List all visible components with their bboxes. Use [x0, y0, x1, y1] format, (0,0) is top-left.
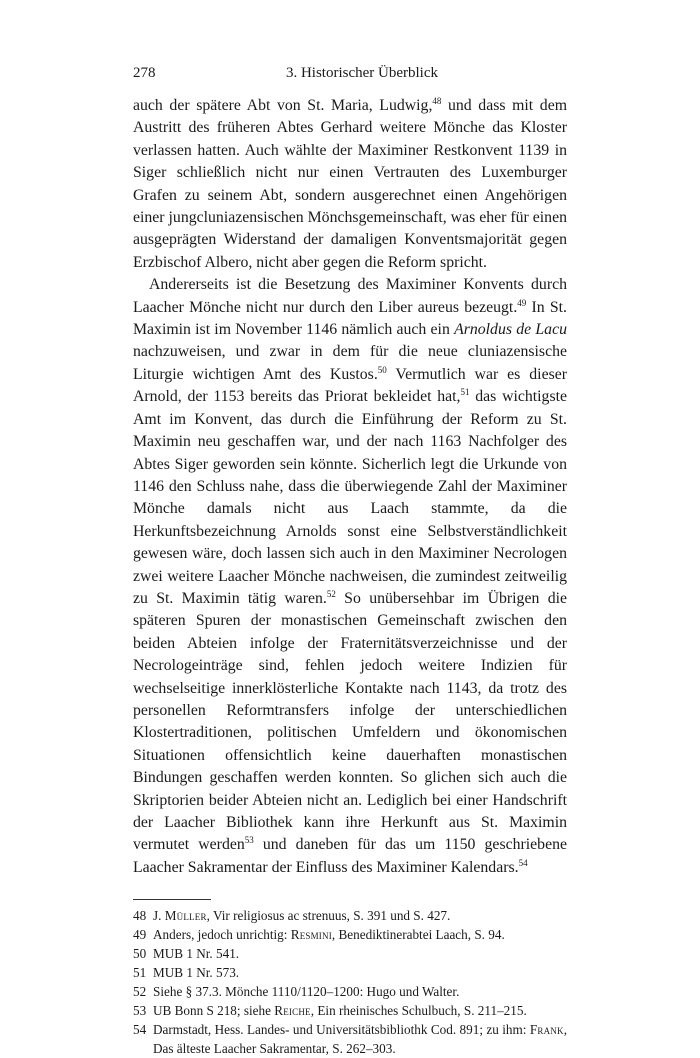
text-run: auch der spätere Abt von St. Maria, Ludwig, — [133, 97, 433, 114]
text-run: Darmstadt, Hess. Landes- und Universitätsbibliothk Cod. 891; zu ihm: — [153, 1022, 530, 1038]
page-header — [133, 62, 567, 84]
text-run: J. — [153, 908, 165, 924]
footnote-text — [153, 906, 567, 925]
paragraph — [133, 274, 567, 879]
text-run: Vermutlich war es dieser Arnold, der 1153 bereits das Priorat bekleidet hat, — [133, 365, 567, 406]
footnote-48 — [133, 906, 567, 925]
author-name: Müller — [164, 908, 207, 924]
text-run: und dass mit dem Austritt des früheren Abtes Gerhard weitere Mönche das Kloster verlassen hatten. Auch wählte der Maximiner Restkonvent 1139 in Siger schließlich nicht nur einen Vertrauten des Luxemburger Grafen zu seinem Abt, sondern ausgerechnet einen Angehörigen einer jungcluniazensischen Mönchsgemeinschaft, was eher für einen ausgeprägten Widerstand der damaligen Konventsmajorität gegen Erzbischof Albero, nicht aber gegen die Reform spricht. — [133, 97, 567, 271]
text-run: und daneben für das um 1150 geschriebene Laacher Sakramentar der Einfluss des Maximiner Kalendars. — [133, 836, 567, 876]
footnote-53 — [133, 1001, 567, 1020]
author-name: Resmini — [290, 927, 332, 943]
footnote-number: 48 — [133, 908, 147, 924]
footnote-number: 50 — [133, 946, 147, 962]
footnote-ref: 53 — [244, 835, 254, 846]
footnote-ref: 48 — [432, 96, 442, 106]
text-run: , Das älteste Laacher Sakramentar, S. 262–303. — [153, 1022, 567, 1057]
footnote-text: MUB 1 Nr. 541. — [153, 946, 240, 962]
footnote-54 — [133, 1020, 567, 1058]
footnote-number: 52 — [133, 984, 147, 1000]
footnote-ref: 51 — [460, 387, 470, 398]
text-run: , Vir religiosus ac strenuus, S. 391 und S. 427. — [206, 908, 451, 924]
footnote-number: 53 — [133, 1003, 147, 1019]
text-run: So unübersehbar im Übrigen die späteren Spuren der monastischen Gemeinschaft zwischen den beiden Abteien infolge der Fraternitätsverzeichnisse und der Necrologeinträge sind, fehlen jedoch weitere Indizien für wechselseitige innerklösterliche Kontakte nach 1143, da trotz des personellen Reformtransfers infolge der unterschiedlichen Klostertraditionen, politischen Umfeldern und ökonomischen Situationen offensichtlich keine dauerhaften monastischen Bindungen geschaffen werden konnten. So glichen sich auch die Skriptorien beider Abteien nicht an. Lediglich bei einer Handschrift der Laacher Bibliothek kann ihre Herkunft aus St. Maximin vermutet werden — [133, 589, 567, 854]
footnote-number: 54 — [133, 1022, 147, 1038]
text-run: nachzuweisen, und zwar in dem für die neue cluniazensische Liturgie wichtigen Amt des Kustos. — [133, 343, 567, 383]
text-run: , Benediktinerabtei Laach, S. 94. — [331, 927, 505, 943]
footnote-text: Siehe § 37.3. Mönche 1110/1120–1200: Hugo und Walter. — [153, 984, 460, 1000]
text-run: das wichtigste Amt im Konvent, das durch die Einführung der Reform zu St. Maximin neu geschaffen war, und der nach 1163 Nachfolger des Abtes Siger geworden sein könnte. Sicherlich legt die Urkunde von 1146 den Schluss nahe, dass die überwiegende Zahl der Maximiner Mönche damals nicht aus Laach stammte, da die Herkunftsbezeichnung Arnolds sonst eine Selbstverständlichkeit gewesen wäre, doch lassen sich auch in den Maximiner Necrologen zwei weitere Laacher Mönche nachweisen, die zumindest zeitweilig zu St. Maximin tätig waren. — [133, 388, 568, 607]
text-run: In St. Maximin ist im November 1146 nämlich auch ein — [133, 298, 567, 339]
footnote-51 — [133, 963, 567, 982]
book-page — [133, 62, 567, 1058]
page-number: 278 — [133, 65, 156, 81]
author-name: Frank — [529, 1022, 564, 1038]
text-run: Anders, jedoch unrichtig: — [153, 927, 291, 943]
footnote-text — [153, 1020, 567, 1058]
footnotes — [133, 906, 567, 1058]
footnote-number: 51 — [133, 965, 147, 981]
text-run: Andererseits ist die Besetzung des Maximiner Konvents durch Laacher Mönche nicht nur durch den Liber aureus bezeugt. — [133, 276, 567, 316]
footnote-ref: 49 — [517, 297, 527, 308]
text-run: UB Bonn S 218; siehe — [153, 1003, 275, 1019]
italic-name: Arnoldus de Lacu — [454, 321, 567, 339]
author-name: Reiche — [274, 1003, 311, 1019]
footnote-text: MUB 1 Nr. 573. — [153, 965, 240, 981]
paragraph — [133, 95, 567, 274]
body-text — [133, 95, 567, 879]
footnote-52 — [133, 982, 567, 1001]
footnote-50 — [133, 944, 567, 963]
running-head: 3. Historischer Überblick — [285, 65, 439, 81]
footnote-ref: 54 — [518, 857, 528, 868]
footnote-text — [153, 925, 567, 944]
footnote-49 — [133, 925, 567, 944]
footnote-ref: 52 — [326, 588, 336, 599]
footnote-text — [153, 1001, 567, 1020]
footnote-number: 49 — [133, 927, 147, 943]
footnote-ref: 50 — [377, 364, 387, 375]
footnote-separator — [133, 899, 211, 900]
text-run: , Ein rheinisches Schulbuch, S. 211–215. — [310, 1003, 527, 1019]
